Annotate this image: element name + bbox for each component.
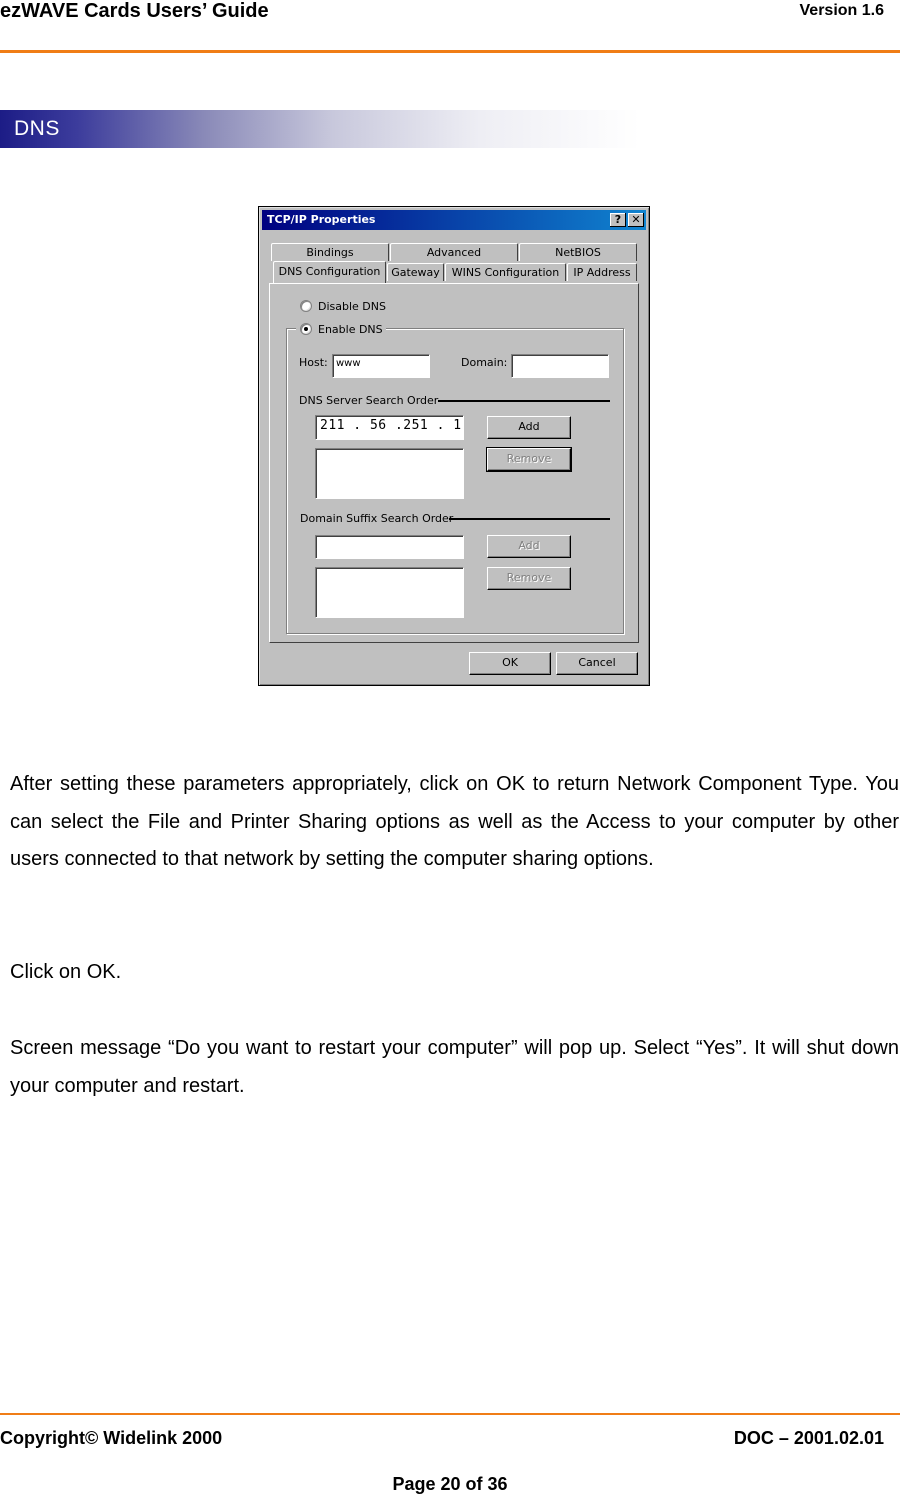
- tab-bindings[interactable]: Bindings: [271, 243, 389, 261]
- header-rule: [0, 50, 900, 53]
- dns-add-button[interactable]: Add: [487, 416, 571, 439]
- section-heading-bar: [0, 110, 640, 148]
- tab-netbios[interactable]: NetBIOS: [519, 243, 637, 261]
- domain-suffix-order-label: Domain Suffix Search Order: [300, 512, 454, 525]
- tab-dns-configuration[interactable]: DNS Configuration: [273, 261, 386, 283]
- tab-advanced[interactable]: Advanced: [390, 243, 518, 261]
- disable-dns-label: Disable DNS: [318, 300, 386, 313]
- dns-remove-label: Remove: [506, 452, 552, 465]
- footer-page-number: Page 20 of 36: [392, 1474, 508, 1494]
- tab-gateway[interactable]: Gateway: [387, 263, 444, 281]
- host-input[interactable]: www: [332, 354, 430, 378]
- domain-suffix-input[interactable]: [315, 535, 464, 559]
- disable-dns-radio[interactable]: [300, 300, 312, 312]
- dns-server-list[interactable]: [315, 448, 464, 499]
- body-paragraph-2: Click on OK.: [10, 961, 122, 983]
- tab-ip-address[interactable]: IP Address: [567, 263, 637, 281]
- domain-suffix-list[interactable]: [315, 567, 464, 618]
- tcpip-properties-dialog: [258, 206, 650, 686]
- enable-dns-label: Enable DNS: [318, 323, 383, 336]
- host-label: Host:: [299, 356, 328, 369]
- ok-button[interactable]: OK: [469, 652, 551, 675]
- dns-server-separator: [438, 400, 610, 402]
- domain-label: Domain:: [461, 356, 508, 369]
- dns-server-order-label: DNS Server Search Order: [299, 394, 439, 407]
- section-heading: DNS: [14, 117, 60, 140]
- dialog-titlebar: [262, 210, 646, 230]
- dns-server-ip-input[interactable]: 211 . 56 .251 . 1: [315, 415, 464, 440]
- close-icon[interactable]: ✕: [628, 213, 644, 227]
- body-paragraph-3: Screen message “Do you want to restart your computer” will pop up. Select “Yes”. It will shut down your computer and restart.: [10, 1037, 899, 1097]
- tab-panel: [269, 283, 639, 643]
- footer-rule: [0, 1413, 900, 1415]
- cancel-button[interactable]: Cancel: [556, 652, 638, 675]
- footer-doc-id: DOC – 2001.02.01: [733, 1428, 884, 1448]
- dialog-title: TCP/IP Properties: [267, 213, 376, 226]
- enable-dns-radio[interactable]: [300, 323, 312, 335]
- footer-copyright: Copyright© Widelink 2000: [0, 1428, 223, 1448]
- help-icon[interactable]: ?: [610, 213, 626, 227]
- document-version: Version 1.6: [799, 2, 884, 19]
- tab-wins-configuration[interactable]: WINS Configuration: [445, 263, 566, 281]
- body-paragraph-1: After setting these parameters appropriately, click on OK to return Network Component Type. You can select the File and Printer Sharing options as well as the Access to your computer by other users connected to that network by setting the computer sharing options.: [10, 773, 899, 870]
- domain-suffix-separator: [449, 518, 610, 520]
- domain-input[interactable]: [511, 354, 609, 378]
- dns-remove-button[interactable]: [487, 448, 571, 471]
- suffix-add-button[interactable]: Add: [487, 535, 571, 558]
- document-title: ezWAVE Cards Users’ Guide: [0, 0, 269, 22]
- suffix-remove-button[interactable]: Remove: [487, 567, 571, 590]
